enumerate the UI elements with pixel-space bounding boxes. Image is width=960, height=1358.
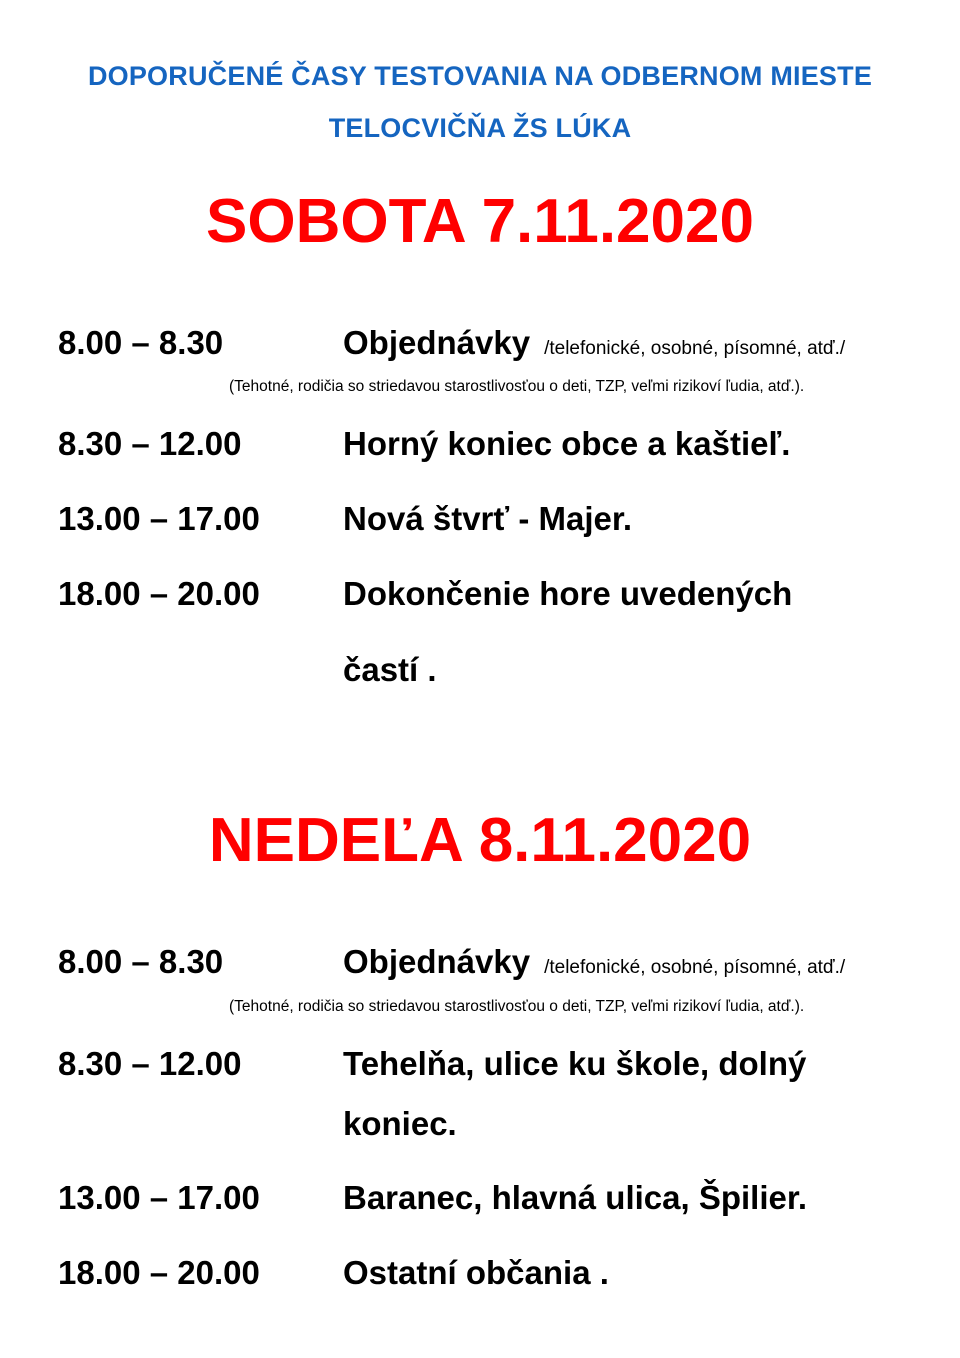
slot-time: 8.30 – 12.00 xyxy=(58,1045,242,1082)
slot-description xyxy=(343,324,845,362)
header-line-2: TELOCVIČŇA ŽS LÚKA xyxy=(328,113,632,143)
slot-description xyxy=(343,943,845,981)
day-title-sunday: NEDEĽA 8.11.2020 xyxy=(208,806,752,875)
slot-description: Baranec, hlavná ulica, Špilier. xyxy=(343,1179,808,1216)
slot-time: 13.00 – 17.00 xyxy=(58,1179,260,1216)
slot-description: Ostatní občania . xyxy=(343,1254,609,1291)
slot-description: Tehelňa, ulice ku škole, dolný xyxy=(343,1045,807,1082)
slot-time: 18.00 – 20.00 xyxy=(58,1254,260,1291)
slot-description-text: Objednávky xyxy=(343,943,531,980)
slot-description-line-2: častí . xyxy=(343,651,437,688)
slot-description: Dokončenie hore uvedených xyxy=(343,575,793,612)
slot-time: 8.00 – 8.30 xyxy=(58,943,224,980)
slot-description-text: Objednávky xyxy=(343,324,531,361)
slot-description: Nová štvrť - Majer. xyxy=(343,500,633,537)
slot-time: 13.00 – 17.00 xyxy=(58,500,260,537)
slot-description-line-2: koniec. xyxy=(343,1105,457,1142)
slot-time: 8.30 – 12.00 xyxy=(58,425,242,462)
slot-description: Horný koniec obce a kaštieľ. xyxy=(343,425,791,462)
slot-note: (Tehotné, rodičia so striedavou starostlivosťou o deti, TZP, veľmi rizikoví ľudia, atď.). xyxy=(229,998,805,1015)
slot-time: 18.00 – 20.00 xyxy=(58,575,260,612)
slot-note: (Tehotné, rodičia so striedavou starostlivosťou o deti, TZP, veľmi rizikoví ľudia, atď.). xyxy=(229,378,805,395)
slot-description-note: /telefonické, osobné, písomné, atď./ xyxy=(544,957,846,978)
slot-description-note: /telefonické, osobné, písomné, atď./ xyxy=(544,338,846,359)
slot-time: 8.00 – 8.30 xyxy=(58,324,224,361)
day-title-saturday: SOBOTA 7.11.2020 xyxy=(206,187,754,256)
header-line-1: DOPORUČENÉ ČASY TESTOVANIA NA ODBERNOM MIESTE xyxy=(87,61,873,91)
